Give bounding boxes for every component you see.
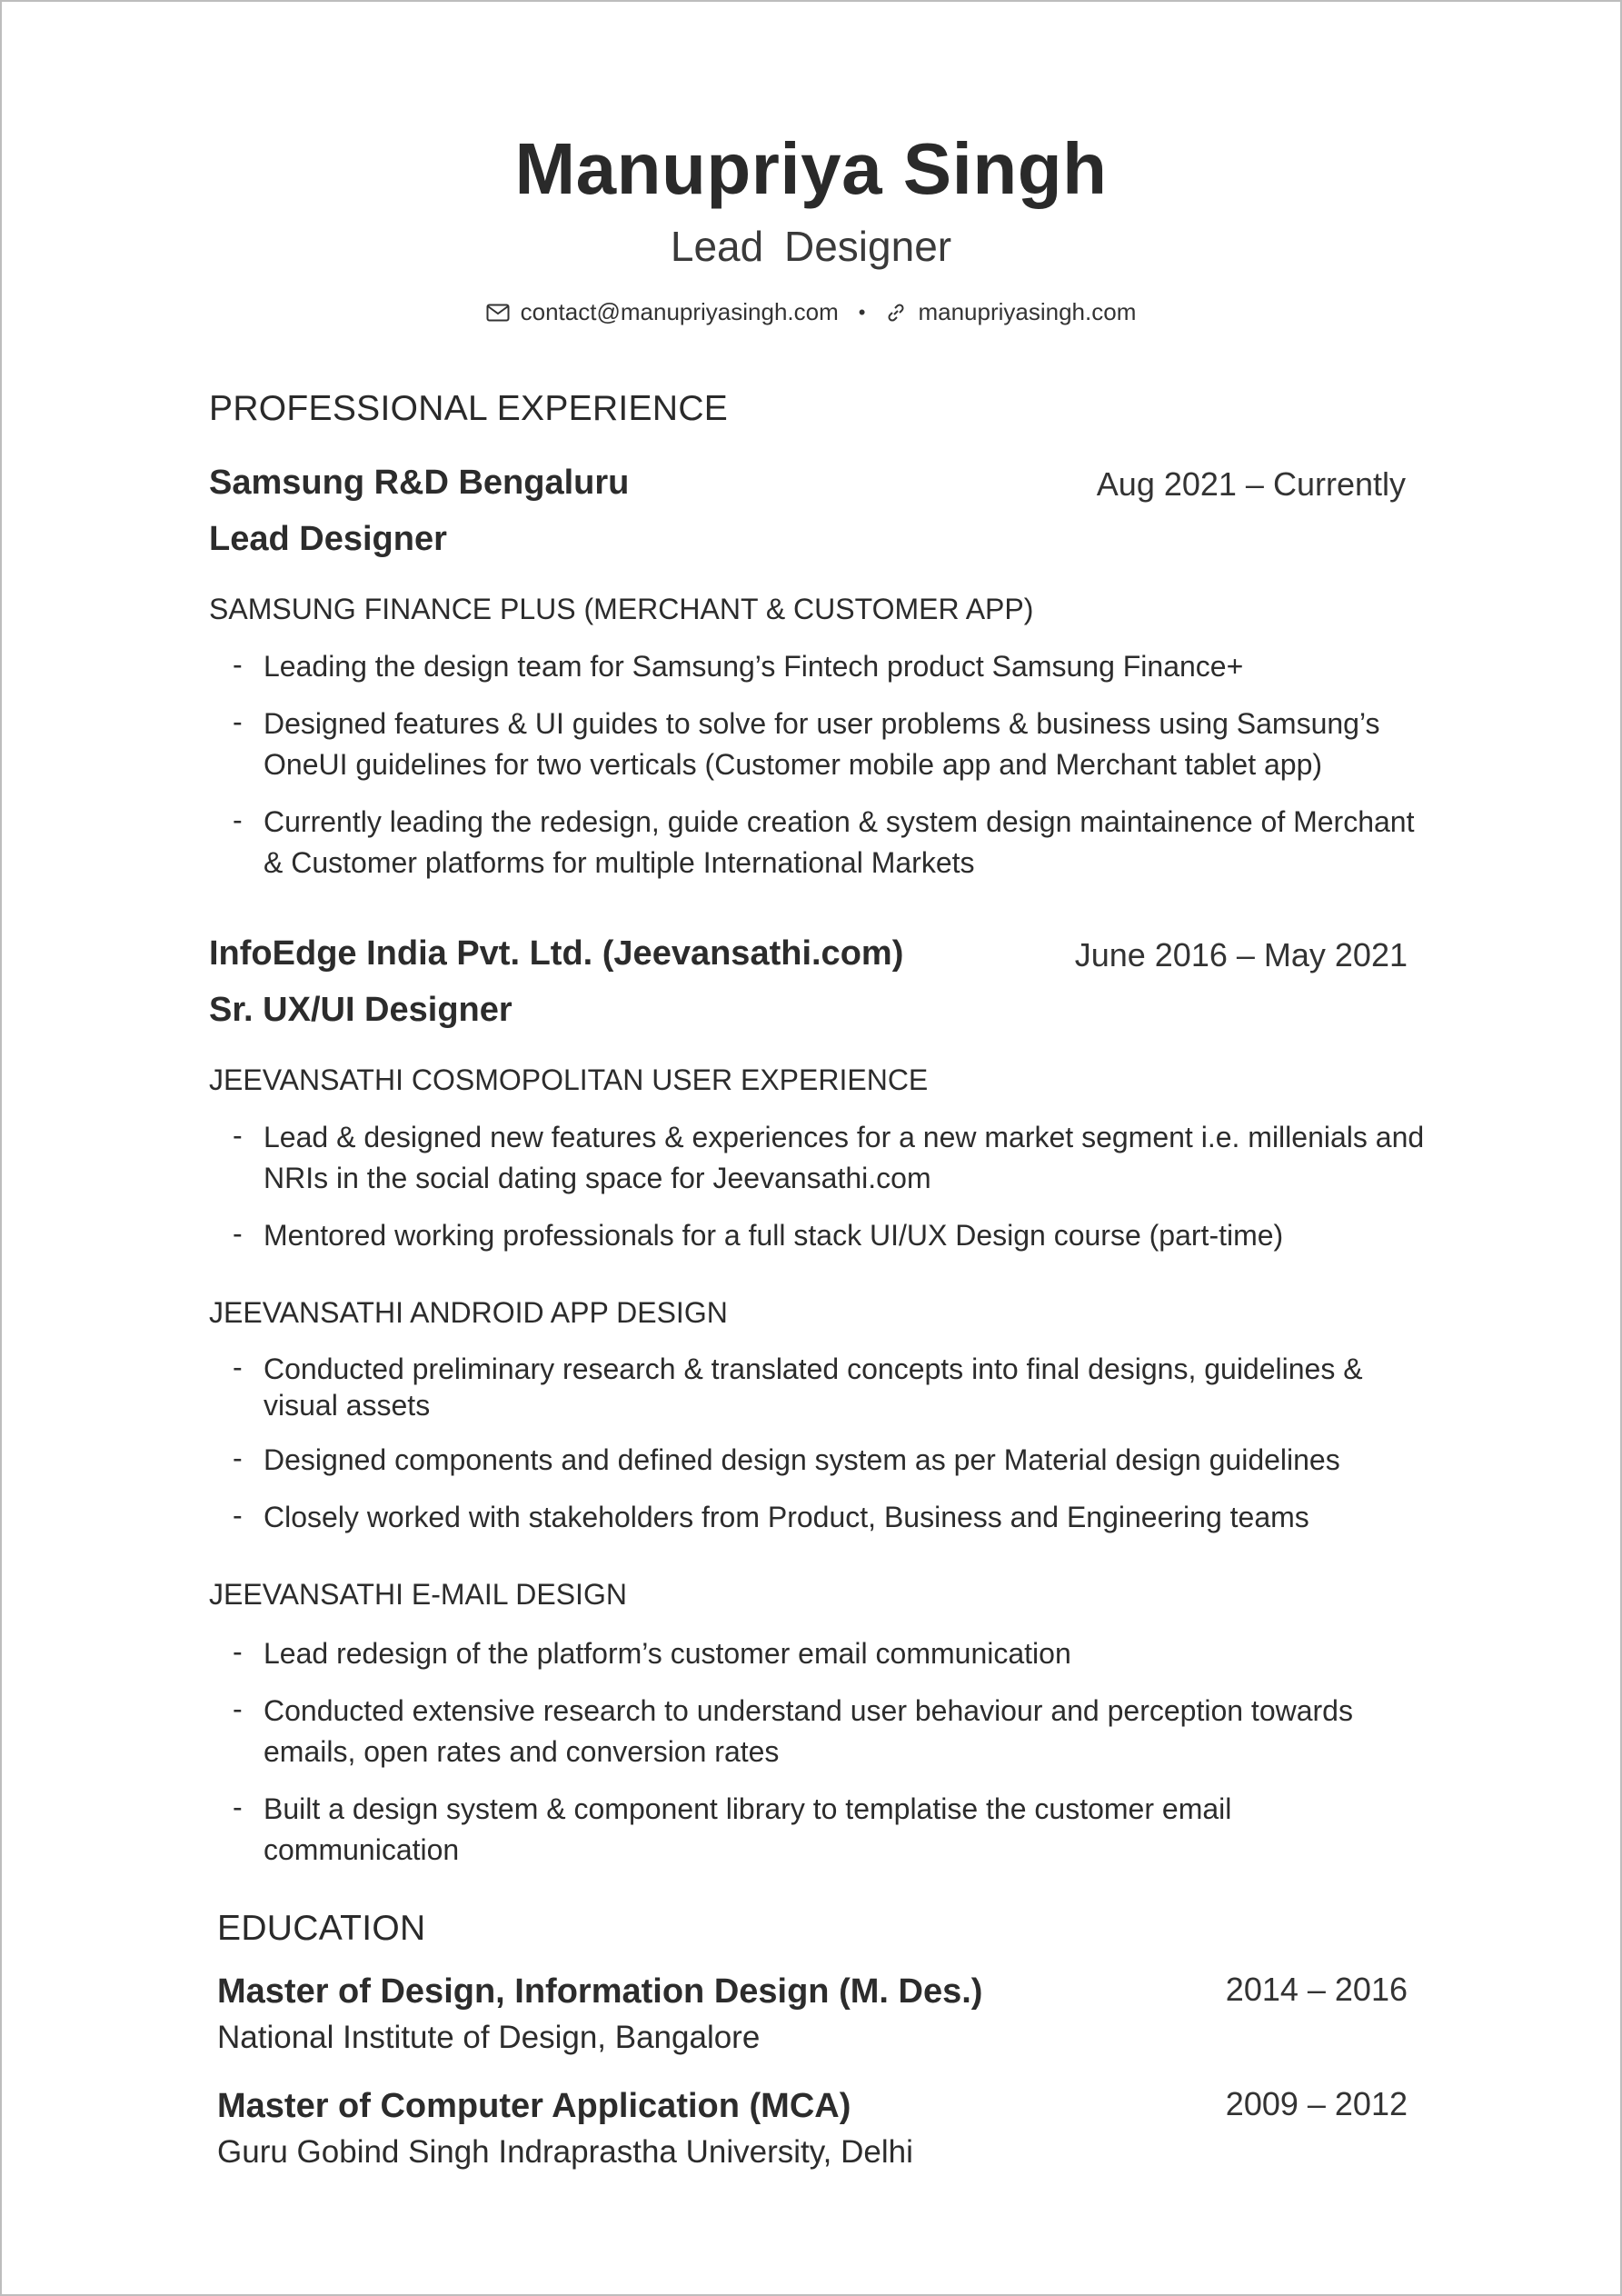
list-item: - Designed components and defined design system as per Material design guidelines (233, 1440, 1432, 1481)
education-section-title: EDUCATION (217, 1909, 426, 1948)
list-item: - Conducted extensive research to understand user behaviour and perception towards emails, open rates and conversion rates (233, 1691, 1432, 1772)
job-dates: Aug 2021 – Currently (1096, 465, 1406, 503)
contact-line (2, 298, 1620, 326)
website-text: manupriyasingh.com (918, 298, 1137, 325)
degree-name: Master of Computer Application (MCA) (217, 2087, 851, 2125)
list-item: - Lead redesign of the platform’s customer email communication (233, 1633, 1432, 1674)
contact-separator: • (858, 300, 866, 324)
education-dates: 2014 – 2016 (1225, 1971, 1408, 2008)
company-name: InfoEdge India Pvt. Ltd. (Jeevansathi.com) (209, 934, 904, 973)
project-bullets (233, 1351, 1432, 1554)
email-text: contact@manupriyasingh.com (520, 298, 839, 325)
school-name: Guru Gobind Singh Indraprastha University, Delhi (217, 2134, 913, 2170)
job-title: Sr. UX/UI Designer (209, 991, 512, 1029)
candidate-title: Lead Designer (670, 223, 952, 270)
experience-section-title: PROFESSIONAL EXPERIENCE (209, 389, 729, 428)
list-item: - Lead & designed new features & experiences for a new market segment i.e. millenials and NRIs in the social dating space for Jeevansathi.com (233, 1117, 1432, 1199)
candidate-name: Manupriya Singh (514, 128, 1108, 209)
project-title: JEEVANSATHI COSMOPOLITAN USER EXPERIENCE (209, 1063, 929, 1096)
project-bullets (233, 646, 1432, 900)
education-dates: 2009 – 2012 (1225, 2085, 1408, 2122)
project-title: SAMSUNG FINANCE PLUS (MERCHANT & CUSTOMER APP) (209, 593, 1034, 625)
list-item: - Closely worked with stakeholders from Product, Business and Engineering teams (233, 1497, 1432, 1538)
list-item: - Conducted preliminary research & translated concepts into final designs, guidelines & visual assets (233, 1351, 1432, 1423)
project-title: JEEVANSATHI E-MAIL DESIGN (209, 1578, 627, 1611)
link-icon (885, 302, 907, 324)
list-item: - Built a design system & component library to templatise the customer email communication (233, 1789, 1432, 1871)
job-dates: June 2016 – May 2021 (1074, 936, 1408, 973)
project-bullets (233, 1633, 1432, 1887)
project-title: JEEVANSATHI ANDROID APP DESIGN (209, 1296, 728, 1329)
project-bullets (233, 1117, 1432, 1273)
mail-icon (486, 304, 510, 322)
list-item: - Leading the design team for Samsung’s Fintech product Samsung Finance+ (233, 646, 1432, 687)
company-name: Samsung R&D Bengaluru (209, 464, 630, 502)
list-item: - Currently leading the redesign, guide creation & system design maintainence of Merchant & Customer platforms for multiple International Markets (233, 802, 1432, 883)
degree-name: Master of Design, Information Design (M. Des.) (217, 1972, 983, 2011)
email-contact[interactable] (486, 298, 839, 326)
job-title: Lead Designer (209, 520, 447, 558)
website-contact[interactable] (885, 298, 1136, 326)
school-name: National Institute of Design, Bangalore (217, 2020, 761, 2055)
list-item: - Mentored working professionals for a full stack UI/UX Design course (part-time) (233, 1215, 1432, 1256)
list-item: - Designed features & UI guides to solve for user problems & business using Samsung’s OneUI guidelines for two verticals (Customer mobile app and Merchant tablet app) (233, 704, 1432, 785)
